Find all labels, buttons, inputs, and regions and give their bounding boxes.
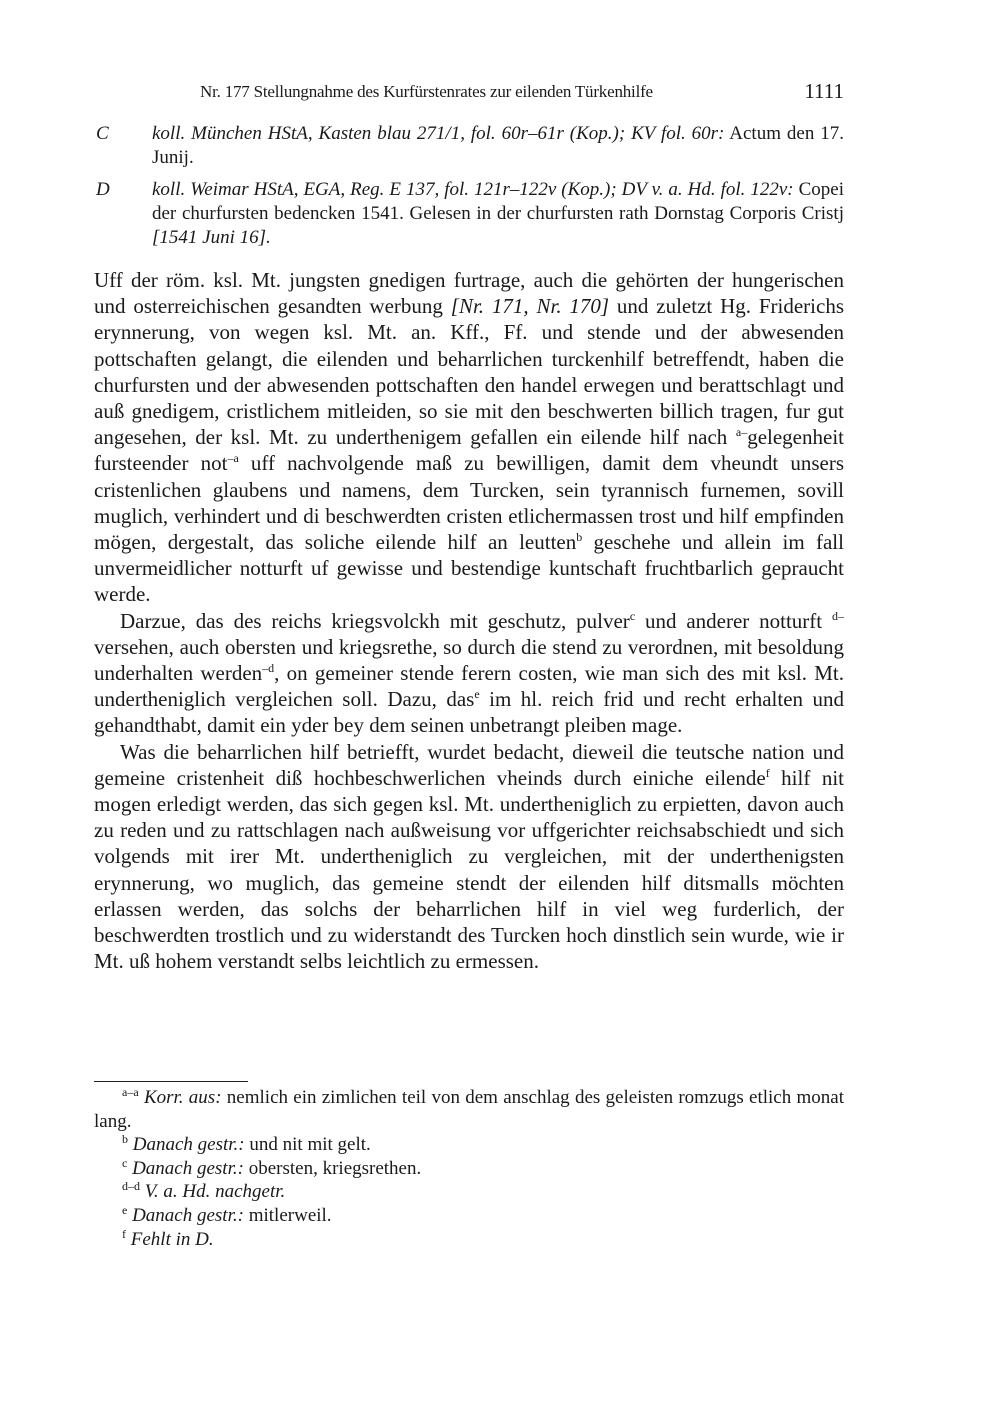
footnote-label: b bbox=[122, 1132, 128, 1147]
footnote-mark-e: e bbox=[474, 687, 480, 702]
footnote-b bbox=[94, 1133, 844, 1157]
footnote-f bbox=[94, 1228, 844, 1252]
text-run: Uff der röm. ksl. Mt. jungsten gnedigen furtrage, auch die gehörten der hungerischen und osterreichischen gesandten werbung bbox=[94, 268, 844, 319]
paragraph-2 bbox=[94, 608, 844, 739]
footnote-mark-a-close: –a bbox=[227, 451, 239, 466]
footnote-mark-c: c bbox=[629, 608, 636, 623]
source-reference: koll. München HStA, Kasten blau 271/1, fol. 60r–61r (Kop.); KV fol. 60r: bbox=[152, 123, 725, 144]
footnote-mark-b: b bbox=[576, 530, 583, 545]
text-run: gelegenheit fursteender not bbox=[94, 425, 844, 476]
footnote-label: e bbox=[122, 1202, 128, 1217]
page-number: 1111 bbox=[804, 79, 844, 103]
footnote-editorial: V. a. Hd. nachgetr. bbox=[144, 1181, 286, 1203]
source-reference: koll. Weimar HStA, EGA, Reg. E 137, fol. 121r–122v (Kop.); DV v. a. Hd. fol. 122v: bbox=[152, 179, 794, 200]
footnote-editorial: Danach gestr.: bbox=[132, 1157, 244, 1179]
footnote-label: c bbox=[122, 1155, 128, 1170]
footnote-label: d–d bbox=[122, 1179, 140, 1194]
footnote-text: obersten, kriegsrethen. bbox=[243, 1157, 422, 1179]
footnote-editorial: Fehlt in D. bbox=[130, 1228, 214, 1250]
footnote-text: und nit mit gelt. bbox=[244, 1134, 371, 1156]
text-run: Was die beharrlichen hilf betriefft, wurdet bedacht, dieweil die teutsche nation und gemeine cristenheit diß hochbeschwerlichen vheinds durch einiche eilende bbox=[94, 739, 844, 790]
footnote-separator bbox=[94, 1081, 248, 1082]
text-run: uff nachvolgende maß zu bewilligen, damit dem vheundt unsers cristenlichen glaubens und namens, dem Turcken, sein tyrannisch furnemen, sovill muglich, verhindert und di beschwerdten cristen etlichermassen trost und hilf empfinden mögen, dergestalt, das soliche eilende hilf an leutten bbox=[94, 451, 844, 555]
footnote-d bbox=[94, 1180, 844, 1204]
text-run: versehen, auch obersten und kriegsrethe, so durch die stend zu verordnen, mit besoldung underhalten werden bbox=[94, 634, 844, 686]
footnote-c bbox=[94, 1157, 844, 1181]
footnote-text: nemlich ein zimlichen teil von dem anschlag des geleisten romzugs etlich monat lang. bbox=[94, 1087, 844, 1132]
text-run: im hl. reich frid und recht erhalten und gehandthabt, damit ein yder bey dem seinen unbetrangt pleiben mage. bbox=[94, 687, 844, 738]
paragraph-3 bbox=[94, 739, 844, 975]
footnote-editorial: Korr. aus: bbox=[143, 1087, 222, 1108]
footnote-label: a–a bbox=[122, 1085, 139, 1099]
cross-reference: [Nr. 171, Nr. 170] bbox=[450, 294, 610, 319]
text-run: Darzue, das des reichs kriegsvolckh mit geschutz, pulver bbox=[120, 608, 630, 633]
footnote-e bbox=[94, 1204, 844, 1228]
footnote-mark-d-open: d– bbox=[831, 608, 844, 623]
paragraph-1 bbox=[94, 267, 844, 608]
running-head-title: Nr. 177 Stellungnahme des Kurfürstenrates zur eilenden Türkenhilfe bbox=[200, 82, 653, 101]
footnote-text: mitlerweil. bbox=[243, 1204, 332, 1226]
source-entry-d bbox=[94, 178, 844, 250]
text-run: , on gemeiner stende ferern costen, wie man sich des mit ksl. Mt. undertheniglich vergleichen soll. Dazu, das bbox=[94, 661, 844, 712]
text-run: geschehe und allein im fall unvermeidlicher notturft uf gewisse und bestendige kuntschaft fruchtbarlich gepraucht werde. bbox=[94, 530, 844, 607]
footnote-mark-f: f bbox=[765, 765, 770, 780]
text-run: hilf nit mogen erledigt werden, das sich gegen ksl. Mt. undertheniglich zu erpietten, davon auch zu reden und zu rattschlagen nach außweisung vor uffgerichter reichsabschiedt und sich volgends mit irer Mt. undertheniglich zu vergleichen, mit der underthenigsten erynnerung, wo muglich, das gemeine stendt der eilenden hilf ditsmalls möchten erlassen werden, das solchs der beharrlichen hilf in viel weg furderlich, der beschwerdten trostlich und zu widerstandt des Turcken hoch dinstlich sein wurde, wie ir Mt. uß hohem verstandt selbs leichtlich zu ermessen. bbox=[94, 765, 844, 974]
footnote-mark-d-close: –d bbox=[262, 661, 275, 676]
footnotes bbox=[94, 1086, 844, 1251]
source-date: [1541 Juni 16]. bbox=[152, 227, 271, 248]
main-text bbox=[94, 267, 844, 974]
footnote-editorial: Danach gestr.: bbox=[132, 1134, 245, 1156]
source-note: Copei der churfursten bedencken 1541. Gelesen in der churfursten rath Dornstag Corporis Cristj bbox=[152, 179, 845, 224]
footnote-a bbox=[94, 1086, 844, 1133]
text-run: und zuletzt Hg. Friderichs erynnerung, von wegen ksl. Mt. an. Kff., Ff. und stende und der abwesenden pottschaften gelangt, die eilenden und beharrlichen turckenhilf betreffendt, haben die churfursten und der abwesenden pottschaften den handel erwegen und berattschlagt und auß gnedigem, cristlichem mitleiden, so sie mit den beschwerten billich tragen, fur gut angesehen, der ksl. Mt. zu underthenigem gefallen ein eilende hilf nach bbox=[94, 294, 844, 450]
running-head bbox=[94, 80, 844, 106]
source-note: Actum den 17. Junij. bbox=[152, 123, 844, 168]
source-siglum: C bbox=[96, 123, 109, 144]
source-siglum: D bbox=[96, 179, 110, 200]
footnote-editorial: Danach gestr.: bbox=[132, 1204, 244, 1226]
footnote-label: f bbox=[122, 1226, 126, 1241]
source-entry-c bbox=[94, 122, 844, 170]
text-run: und anderer notturft bbox=[635, 608, 832, 633]
footnote-mark-a-open: a– bbox=[735, 425, 748, 440]
source-list bbox=[94, 122, 844, 258]
